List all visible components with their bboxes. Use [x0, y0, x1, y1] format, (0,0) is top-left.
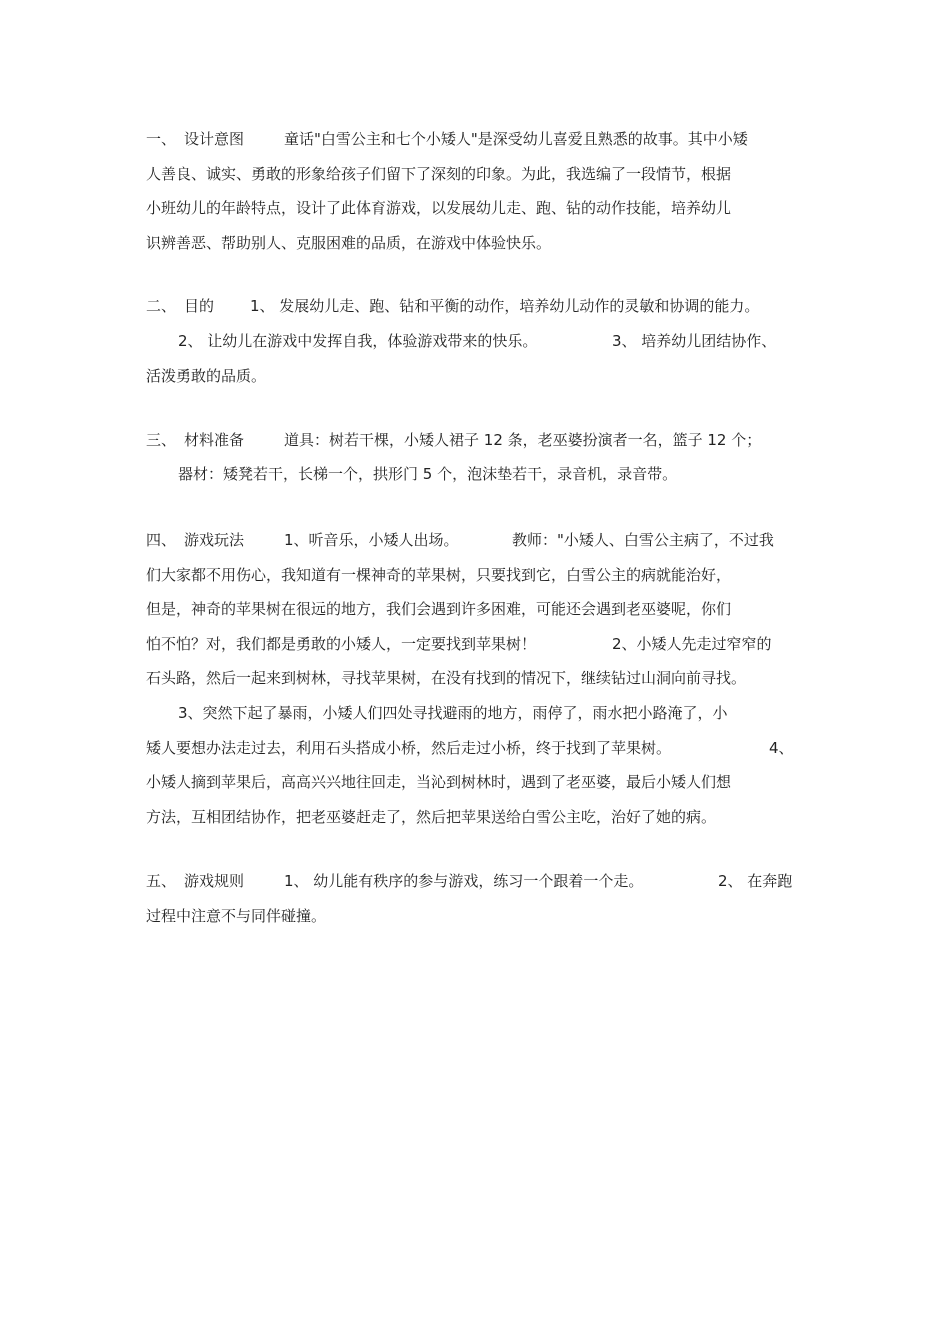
paragraph-line: 活泼勇敢的品质。	[146, 367, 267, 385]
paragraph-line: 们大家都不用伤心，我知道有一棵神奇的苹果树，只要找到它，白雪公主的病就能治好，	[146, 566, 732, 584]
paragraph-line: 4、	[769, 739, 794, 757]
section-1-number: 一、	[146, 130, 177, 148]
paragraph-line: 过程中注意不与同伴碰撞。	[146, 907, 327, 925]
paragraph-line: 器材：矮凳若干，长梯一个，拱形门 5 个，泡沫垫若干，录音机，录音带。	[178, 465, 678, 483]
paragraph-line: 3、 培养幼儿团结协作、	[612, 332, 777, 350]
paragraph-line: 1、 发展幼儿走、跑、钻和平衡的动作，培养幼儿动作的灵敏和协调的能力。	[250, 297, 760, 315]
paragraph-line: 小矮人摘到苹果后，高高兴兴地往回走，当沁到树林时，遇到了老巫婆，最后小矮人们想	[146, 773, 732, 791]
section-3-title: 材料准备	[184, 431, 245, 449]
paragraph-line: 2、小矮人先走过窄窄的	[612, 635, 772, 653]
paragraph-line: 方法，互相团结协作，把老巫婆赶走了，然后把苹果送给白雪公主吃，治好了她的病。	[146, 808, 717, 826]
section-1-title: 设计意图	[184, 130, 245, 148]
paragraph-line: 怕不怕？对，我们都是勇敢的小矮人，一定要找到苹果树！	[146, 635, 537, 653]
paragraph-line: 童话"白雪公主和七个小矮人"是深受幼儿喜爱且熟悉的故事。其中小矮	[284, 130, 748, 148]
paragraph-line: 矮人要想办法走过去，利用石头搭成小桥，然后走过小桥，终于找到了苹果树。	[146, 739, 672, 757]
section-5-title: 游戏规则	[184, 872, 245, 890]
section-5-number: 五、	[146, 872, 177, 890]
paragraph-line: 教师："小矮人、白雪公主病了，不过我	[512, 531, 774, 549]
paragraph-line: 人善良、诚实、勇敢的形象给孩子们留下了深刻的印象。为此，我选编了一段情节，根据	[146, 165, 732, 183]
section-3-number: 三、	[146, 431, 177, 449]
paragraph-line: 3、突然下起了暴雨，小矮人们四处寻找避雨的地方，雨停了，雨水把小路淹了，小	[178, 704, 728, 722]
paragraph-line: 2、 让幼儿在游戏中发挥自我，体验游戏带来的快乐。	[178, 332, 538, 350]
section-2-number: 二、	[146, 297, 177, 315]
paragraph-line: 但是，神奇的苹果树在很远的地方，我们会遇到许多困难，可能还会遇到老巫婆呢，你们	[146, 600, 732, 618]
section-2-title: 目的	[184, 297, 215, 315]
paragraph-line: 石头路，然后一起来到树林，寻找苹果树，在没有找到的情况下，继续钻过山洞向前寻找。	[146, 669, 747, 687]
paragraph-line: 识辨善恶、帮助别人、克服困难的品质，在游戏中体验快乐。	[146, 234, 552, 252]
section-4-number: 四、	[146, 531, 177, 549]
paragraph-line: 小班幼儿的年龄特点，设计了此体育游戏，以发展幼儿走、跑、钻的动作技能，培养幼儿	[146, 199, 732, 217]
paragraph-line: 2、 在奔跑	[718, 872, 793, 890]
paragraph-line: 1、 幼儿能有秩序的参与游戏，练习一个跟着一个走。	[284, 872, 644, 890]
section-4-title: 游戏玩法	[184, 531, 245, 549]
paragraph-line: 道具：树若干棵，小矮人裙子 12 条，老巫婆扮演者一名，篮子 12 个；	[284, 431, 762, 449]
paragraph-line: 1、听音乐，小矮人出场。	[284, 531, 459, 549]
